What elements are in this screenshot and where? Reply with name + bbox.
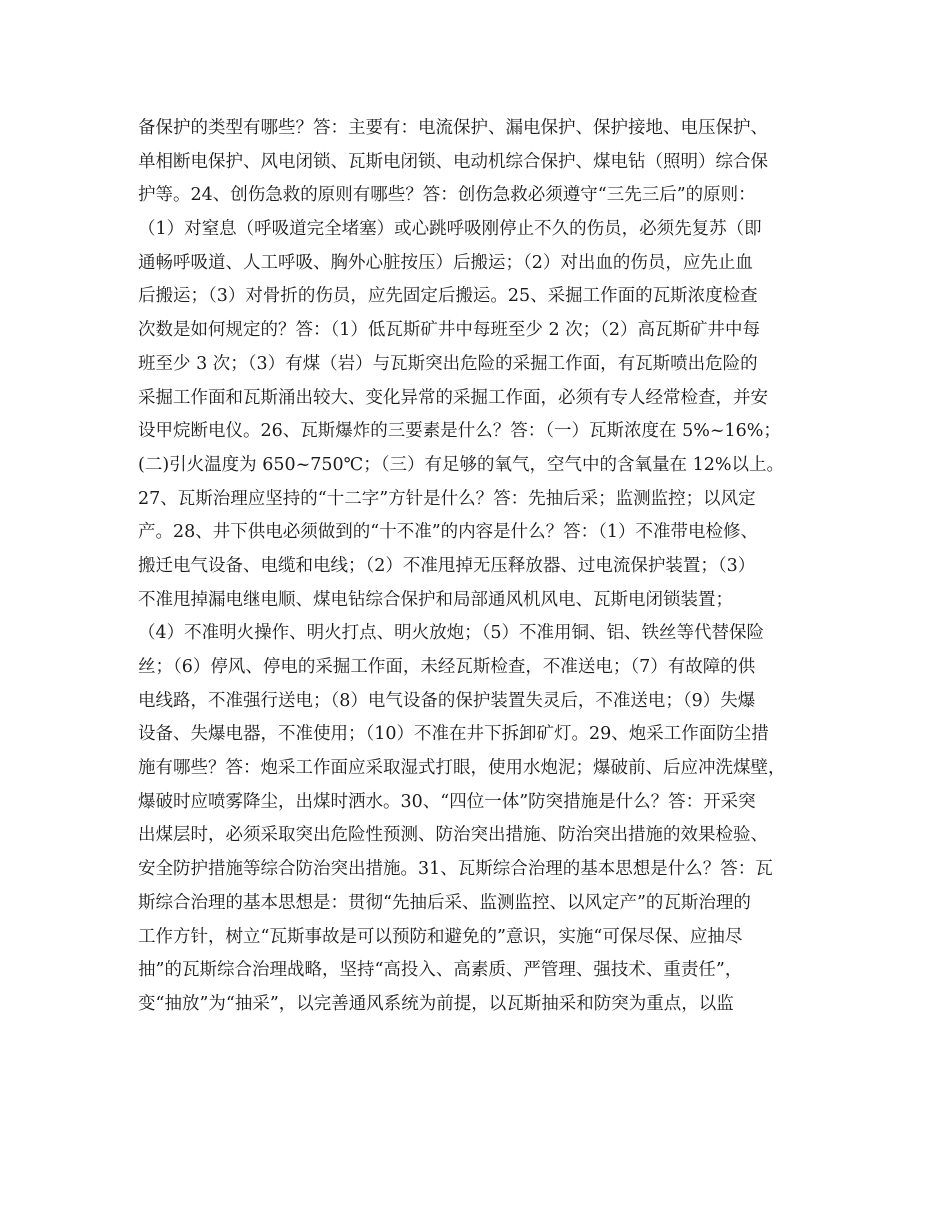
text-line: 采掘工作面和瓦斯涌出较大、变化异常的采掘工作面，必须有专人经常检查，并安 [138, 387, 768, 408]
text-line: 通畅呼吸道、人工呼吸、胸外心脏按压）后搬运；（2）对出血的伤员，应先止血 [138, 252, 753, 273]
text-line: 出煤层时，必须采取突出危险性预测、防治突出措施、防治突出措施的效果检验、 [138, 825, 768, 846]
text-line: 搬迁电气设备、电缆和电线；（2）不准甩掉无压释放器、过电流保护装置；（3） [138, 555, 756, 576]
text-line: 设甲烷断电仪。26、瓦斯爆炸的三要素是什么？答：（一）瓦斯浓度在 5%~16%； [138, 421, 781, 442]
text-line: 抽”的瓦斯综合治理战略，坚持“高投入、高素质、严管理、强技术、重责任”， [138, 960, 743, 981]
text-line: 爆破时应喷雾降尘，出煤时洒水。30、“四位一体”防突措施是什么？答：开采突 [138, 791, 756, 812]
text-line: 后搬运；（3）对骨折的伤员，应先固定后搬运。25、采掘工作面的瓦斯浓度检查 [138, 286, 758, 307]
text-line: 安全防护措施等综合防治突出措施。31、瓦斯综合治理的基本思想是什么？答：瓦 [138, 859, 773, 880]
text-line: 单相断电保护、风电闭锁、瓦斯电闭锁、电动机综合保护、煤电钻（照明）综合保 [138, 151, 768, 172]
text-line: 次数是如何规定的？答：（1）低瓦斯矿井中每班至少 2 次；（2）高瓦斯矿井中每 [138, 320, 761, 341]
text-line: 产。28、井下供电必须做到的“十不准”的内容是什么？答：（1）不准带电检修、 [138, 522, 759, 543]
document-body [138, 112, 828, 1022]
text-line: 斯综合治理的基本思想是：贯彻“先抽后采、监测监控、以风定产”的瓦斯治理的 [138, 892, 751, 913]
text-line: 工作方针，树立“瓦斯事故是可以预防和避免的”意识，实施“可保尽保、应抽尽 [138, 926, 743, 947]
text-line: 丝；（6）停风、停电的采掘工作面，未经瓦斯检查，不准送电；（7）有故障的供 [138, 657, 756, 677]
text-line: （4）不准明火操作、明火打点、明火放炮；（5）不准用铜、铝、铁丝等代替保险 [138, 623, 765, 644]
text-line: 护等。24、创伤急救的原则有哪些？答：创伤急救必须遵守“三先三后”的原则： [138, 185, 756, 206]
text-line: 不准甩掉漏电继电顺、煤电钻综合保护和局部通风机风电、瓦斯电闭锁装置； [138, 589, 733, 610]
text-line: 电线路，不准强行送电；（8）电气设备的保护装置失灵后，不准送电；（9）失爆 [138, 690, 756, 711]
text-line: 设备、失爆电器，不准使用；（10）不准在井下拆卸矿灯。29、炮采工作面防尘措 [138, 724, 769, 745]
text-line: 施有哪些？答：炮采工作面应采取湿式打眼，使用水炮泥；爆破前、后应冲洗煤壁， [138, 758, 786, 779]
text-line: 备保护的类型有哪些？答：主要有：电流保护、漏电保护、保护接地、电压保护、 [138, 118, 768, 138]
text-line: 班至少 3 次；（3）有煤（岩）与瓦斯突出危险的采掘工作面，有瓦斯喷出危险的 [138, 353, 758, 374]
text-line: 27、瓦斯治理应坚持的“十二字”方针是什么？答：先抽后采；监测监控；以风定 [138, 488, 756, 509]
text-line: 变“抽放”为“抽采”，以完善通风系统为前提，以瓦斯抽采和防突为重点，以监 [138, 993, 734, 1014]
text-line: （1）对窒息（呼吸道完全堵塞）或心跳呼吸刚停止不久的伤员，必须先复苏（即 [138, 219, 762, 240]
text-line: (二)引火温度为 650~750℃；（三）有足够的氧气，空气中的含氧量在 12%以上。 [138, 454, 784, 475]
